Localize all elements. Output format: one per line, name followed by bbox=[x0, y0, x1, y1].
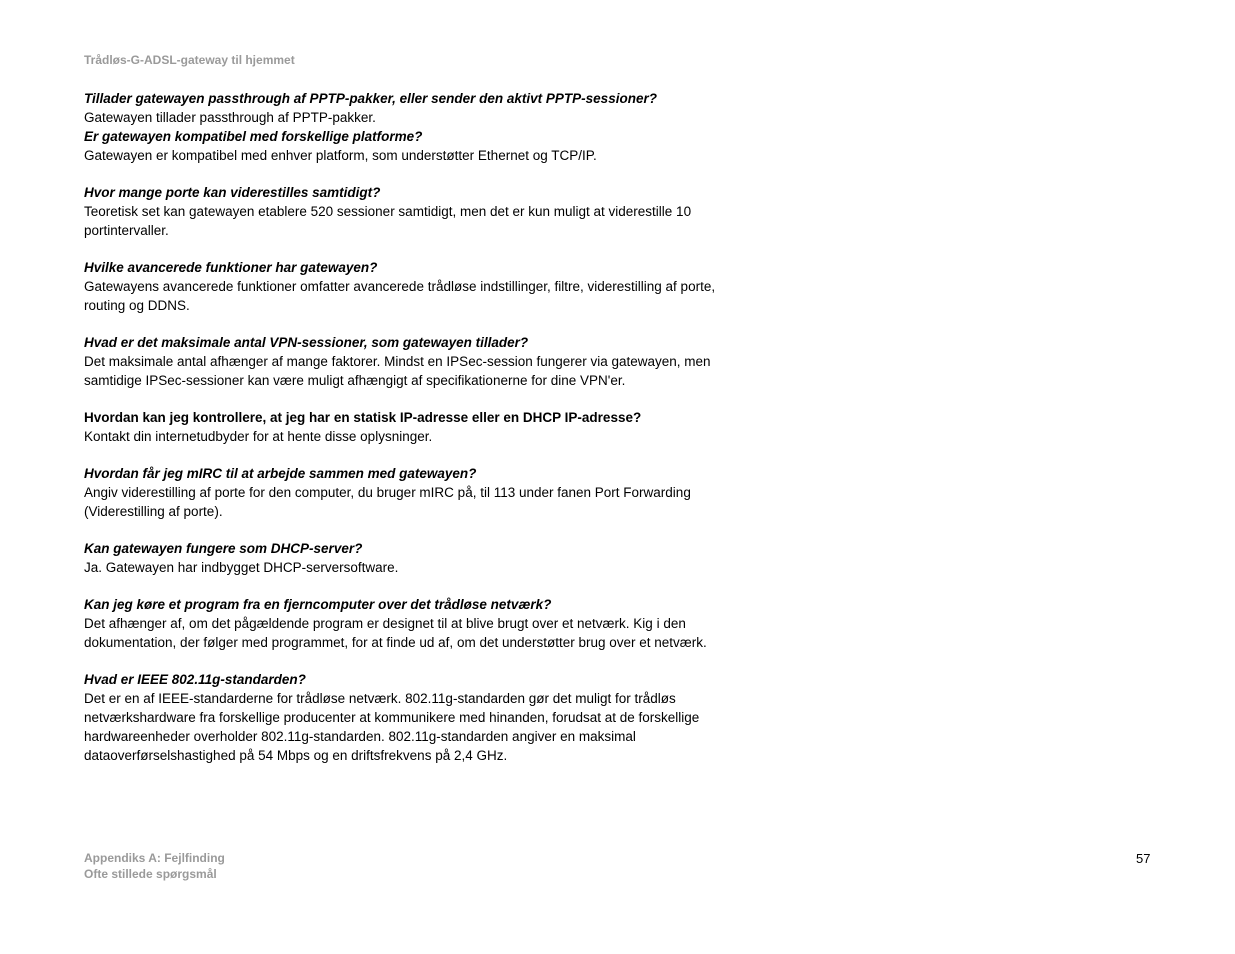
faq-item-advanced-features bbox=[84, 258, 734, 315]
faq-question: Kan gatewayen fungere som DHCP-server? bbox=[84, 541, 363, 556]
faq-answer: Kontakt din internetudbyder for at hente disse oplysninger. bbox=[84, 429, 433, 444]
faq-answer: Gatewayen tillader passthrough af PPTP-pakker. bbox=[84, 110, 376, 125]
faq-answer: Angiv viderestilling af porte for den computer, du bruger mIRC på, til 113 under fanen Port Forwarding (Viderestilling af porte). bbox=[84, 485, 691, 519]
faq-content bbox=[84, 89, 734, 783]
faq-question: Hvad er IEEE 802.11g-standarden? bbox=[84, 672, 306, 687]
faq-answer: Det afhænger af, om det pågældende program er designet til at blive brugt over et netværk. Kig i den dokumentation, der følger med programmet, for at finde ud af, om det understøtter brug over et netværk. bbox=[84, 616, 707, 650]
faq-question: Tillader gatewayen passthrough af PPTP-pakker, eller sender den aktivt PPTP-sessioner? bbox=[84, 91, 657, 106]
faq-answer: Teoretisk set kan gatewayen etablere 520 sessioner samtidigt, men det er kun muligt at viderestille 10 portintervaller. bbox=[84, 204, 692, 238]
faq-item-vpn-sessions bbox=[84, 333, 734, 390]
faq-item-platforms bbox=[84, 127, 734, 165]
faq-answer: Det er en af IEEE-standarderne for trådløse netværk. 802.11g-standarden gør det muligt for trådløs netværkshardware fra forskellige producenter at kommunikere med hinanden, forudsat at de forskellige hardwareenheder overholder 802.11g-standarden. 802.11g-standarden angiver en maksimal dataoverførselshastighed på 54 Mbps og en driftsfrekvens på 2,4 GHz. bbox=[84, 691, 700, 763]
faq-item-dhcp-server bbox=[84, 539, 734, 577]
page-number: 57 bbox=[1136, 851, 1151, 866]
faq-question: Er gatewayen kompatibel med forskellige platforme? bbox=[84, 129, 423, 144]
faq-item-ip-address bbox=[84, 408, 734, 446]
footer-section-info bbox=[84, 850, 225, 882]
faq-question: Hvordan kan jeg kontrollere, at jeg har en statisk IP-adresse eller en DHCP IP-adresse? bbox=[84, 410, 642, 425]
faq-item-remote-program bbox=[84, 595, 734, 652]
faq-question: Hvordan får jeg mIRC til at arbejde sammen med gatewayen? bbox=[84, 466, 477, 481]
faq-answer: Gatewayen er kompatibel med enhver platform, som understøtter Ethernet og TCP/IP. bbox=[84, 148, 597, 163]
footer-section-title: Ofte stillede spørgsmål bbox=[84, 867, 217, 881]
footer-appendix-title: Appendiks A: Fejlfinding bbox=[84, 851, 225, 865]
faq-question: Kan jeg køre et program fra en fjerncomputer over det trådløse netværk? bbox=[84, 597, 552, 612]
faq-question: Hvor mange porte kan viderestilles samtidigt? bbox=[84, 185, 381, 200]
faq-answer: Gatewayens avancerede funktioner omfatter avancerede trådløse indstillinger, filtre, viderestilling af porte, routing og DDNS. bbox=[84, 279, 716, 313]
faq-answer: Det maksimale antal afhænger af mange faktorer. Mindst en IPSec-session fungerer via gatewayen, men samtidige IPSec-sessioner kan være muligt afhængigt af specifikationerne for dine VPN'er. bbox=[84, 354, 711, 388]
faq-answer: Ja. Gatewayen har indbygget DHCP-serversoftware. bbox=[84, 560, 399, 575]
faq-item-mirc bbox=[84, 464, 734, 521]
running-header: Trådløs-G-ADSL-gateway til hjemmet bbox=[84, 53, 295, 67]
faq-item-ports bbox=[84, 183, 734, 240]
faq-item-pptp bbox=[84, 89, 734, 127]
faq-item-ieee-80211g bbox=[84, 670, 734, 765]
faq-question: Hvilke avancerede funktioner har gatewayen? bbox=[84, 260, 378, 275]
faq-question: Hvad er det maksimale antal VPN-sessioner, som gatewayen tillader? bbox=[84, 335, 529, 350]
